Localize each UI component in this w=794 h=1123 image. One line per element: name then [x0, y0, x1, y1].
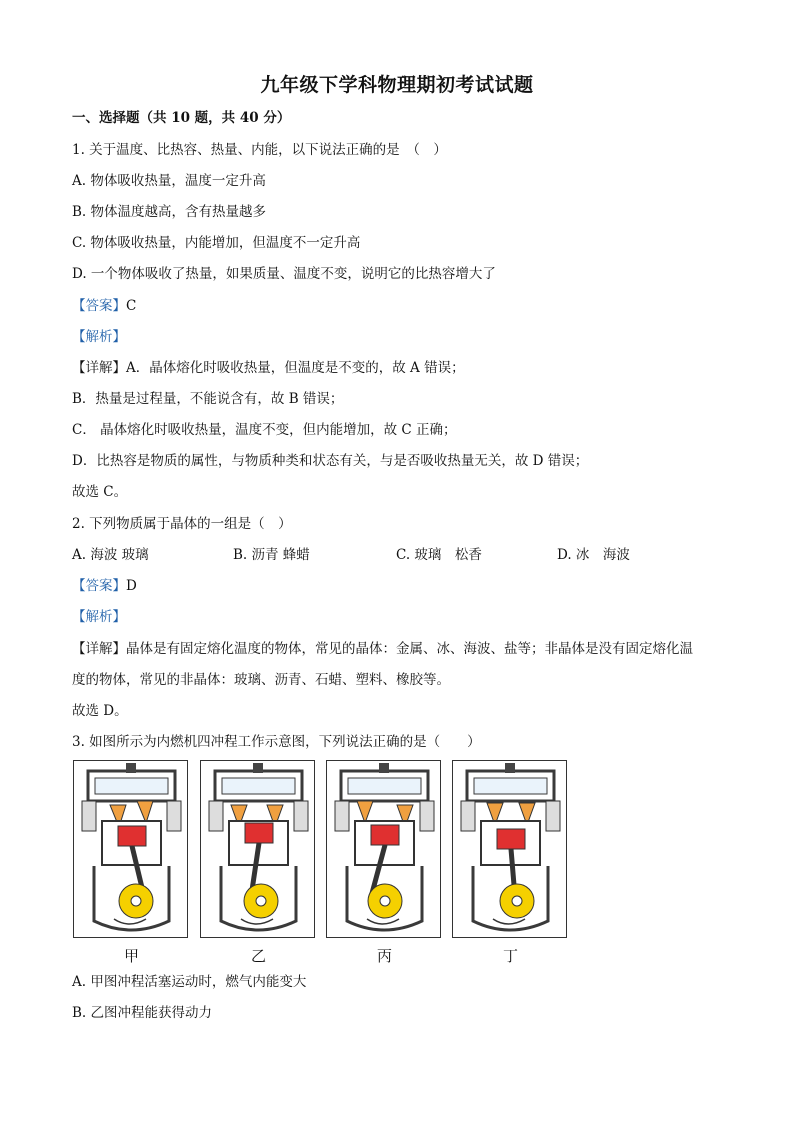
engine-diagram-jia	[73, 760, 188, 965]
engine-illustration	[74, 761, 189, 939]
detail-text: A．晶体熔化时吸收热量，但温度是不变的，故 A 错误；	[126, 360, 465, 376]
engine-illustration	[327, 761, 442, 939]
question-1-option-a: A. 物体吸收热量，温度一定升高	[72, 173, 266, 189]
question-2-option-d: D. 冰 海波	[557, 547, 630, 563]
panel-label-bing: 丙	[376, 947, 392, 965]
engine-illustration	[453, 761, 568, 939]
question-2-option-b: B. 沥青 蜂蜡	[233, 547, 310, 563]
page-title: 九年级下学科物理期初考试试题	[260, 74, 534, 96]
question-2-stem: 2. 下列物质属于晶体的一组是（ ）	[72, 516, 292, 532]
question-2-analysis	[72, 608, 126, 626]
engine-stroke-diagrams	[73, 760, 573, 970]
analysis-tag: 【解析】	[72, 609, 126, 625]
question-1-detail-c: C． 晶体熔化时吸收热量，温度不变，但内能增加，故 C 正确；	[72, 422, 457, 438]
panel-label-yi: 乙	[250, 947, 266, 965]
question-3-stem: 3. 如图所示为内燃机四冲程工作示意图，下列说法正确的是（ ）	[72, 734, 481, 750]
question-2-detail-b: 度的物体，常见的非晶体：玻璃、沥青、石蜡、塑料、橡胶等。	[72, 672, 450, 688]
question-2-answer	[72, 577, 137, 595]
question-1-option-c: C. 物体吸收热量，内能增加，但温度不一定升高	[72, 235, 361, 251]
engine-diagram-ding	[452, 760, 567, 965]
analysis-tag: 【解析】	[72, 329, 126, 345]
answer-value: D	[126, 578, 137, 594]
detail-tag: 【详解】	[72, 360, 126, 376]
question-1-detail-b: B．热量是过程量，不能说含有，故 B 错误；	[72, 391, 344, 407]
answer-value: C	[126, 298, 137, 314]
question-1-detail-d: D．比热容是物质的属性，与物质种类和状态有关，与是否吸收热量无关，故 D 错误；	[72, 453, 589, 469]
question-1-answer	[72, 297, 136, 315]
question-1-conclusion: 故选 C。	[72, 484, 128, 500]
question-1-analysis	[72, 328, 126, 346]
detail-tag: 【详解】	[72, 641, 126, 657]
question-2-detail-a	[72, 640, 693, 658]
question-1-option-d: D. 一个物体吸收了热量，如果质量、温度不变，说明它的比热容增大了	[72, 266, 496, 282]
engine-diagram-bing	[326, 760, 441, 965]
engine-diagram-yi	[200, 760, 315, 965]
answer-tag: 【答案】	[72, 298, 126, 314]
question-1-detail-a	[72, 359, 465, 377]
panel-label-ding: 丁	[502, 947, 518, 965]
question-3-option-a: A. 甲图冲程活塞运动时，燃气内能变大	[72, 974, 307, 990]
question-3-option-b: B. 乙图冲程能获得动力	[72, 1005, 213, 1021]
question-1-option-b: B. 物体温度越高，含有热量越多	[72, 204, 267, 220]
question-2-option-a: A. 海波 玻璃	[72, 547, 149, 563]
engine-illustration	[201, 761, 316, 939]
section-heading: 一、选择题（共 10 题，共 40 分）	[72, 110, 291, 126]
question-2-conclusion: 故选 D。	[72, 703, 128, 719]
answer-tag: 【答案】	[72, 578, 126, 594]
question-2-option-c: C. 玻璃 松香	[396, 547, 482, 563]
panel-label-jia: 甲	[123, 947, 139, 965]
question-1-stem: 1. 关于温度、比热容、热量、内能，以下说法正确的是 （ ）	[72, 142, 447, 158]
detail-text: 晶体是有固定熔化温度的物体，常见的晶体：金属、冰、海波、盐等；非晶体是没有固定熔化温	[126, 641, 693, 657]
